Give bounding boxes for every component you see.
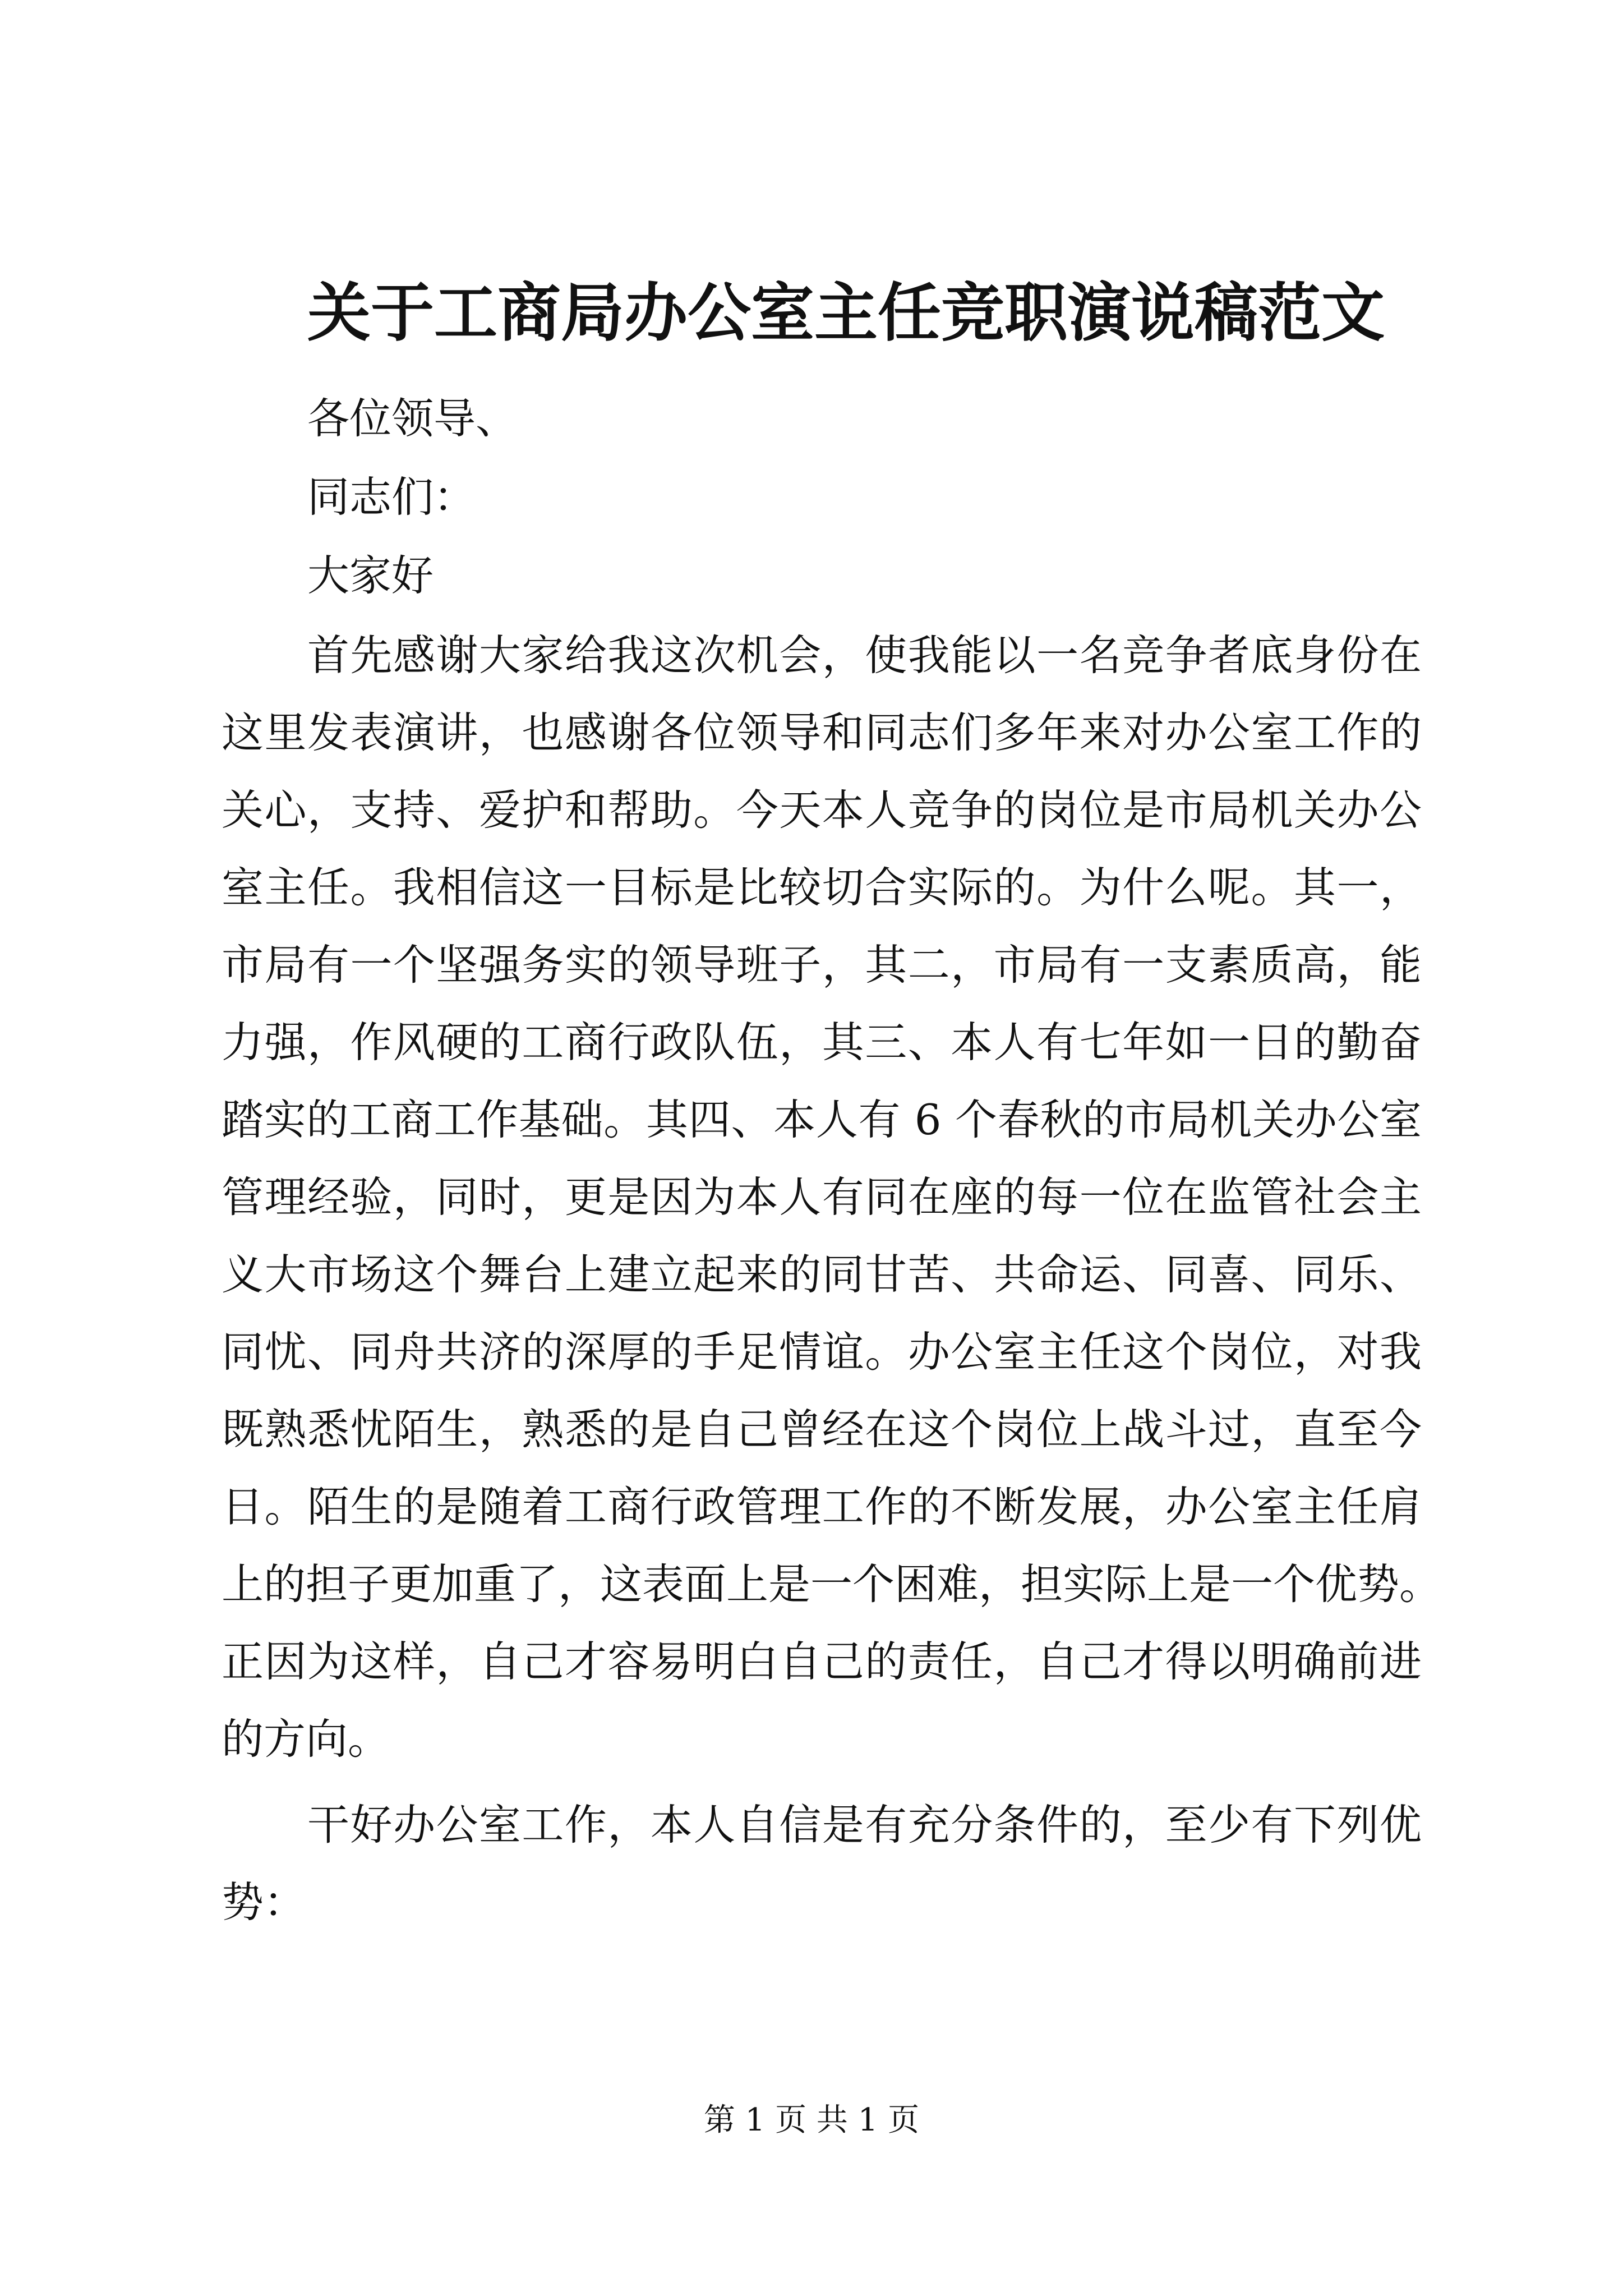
page-footer-indicator: 第 1 页 共 1 页 <box>703 2102 920 2138</box>
paragraph-line: 管理经验，同时，更是因为本人有同在座的每一位在监管社会主 <box>222 1172 1422 1222</box>
paragraph-line: 既熟悉忧陌生，熟悉的是自己曾经在这个岗位上战斗过，直至今 <box>222 1405 1422 1454</box>
paragraph-line: 势： <box>222 1878 306 1927</box>
paragraph-line: 踏实的工商工作基础。其四、本人有 6 个春秋的市局机关办公室 <box>222 1095 1422 1144</box>
paragraph-line: 干好办公室工作，本人自信是有充分条件的，至少有下列优 <box>307 1800 1422 1849</box>
paragraph-line: 这里发表演讲，也感谢各位领导和同志们多年来对办公室工作的 <box>222 708 1422 757</box>
document-title: 关于工商局办公室主任竞职演说稿范文 <box>307 275 1385 350</box>
paragraph-line: 的方向。 <box>222 1714 390 1764</box>
paragraph-line: 室主任。我相信这一目标是比较切合实际的。为什么呢。其一， <box>222 863 1422 912</box>
paragraph-line: 上的担子更加重了，这表面上是一个困难，担实际上是一个优势。 <box>222 1559 1442 1609</box>
paragraph-line: 同忧、同舟共济的深厚的手足情谊。办公室主任这个岗位，对我 <box>222 1327 1422 1377</box>
salutation-comrades: 同志们： <box>307 472 476 522</box>
paragraph-line: 首先感谢大家给我这次机会，使我能以一名竞争者底身份在 <box>307 631 1422 680</box>
salutation-greeting: 大家好 <box>307 551 434 600</box>
paragraph-line: 日。陌生的是随着工商行政管理工作的不断发展，办公室主任肩 <box>222 1482 1422 1531</box>
paragraph-line: 正因为这样，自己才容易明白自己的责任，自己才得以明确前进 <box>222 1637 1422 1686</box>
paragraph-line: 力强，作风硬的工商行政队伍，其三、本人有七年如一日的勤奋 <box>222 1018 1422 1067</box>
paragraph-line: 义大市场这个舞台上建立起来的同甘苦、共命运、同喜、同乐、 <box>222 1250 1422 1299</box>
salutation-leaders: 各位领导、 <box>307 394 518 443</box>
paragraph-line: 市局有一个坚强务实的领导班子，其二，市局有一支素质高，能 <box>222 940 1422 990</box>
paragraph-line: 关心，支持、爱护和帮助。今天本人竞争的岗位是市局机关办公 <box>222 785 1422 835</box>
